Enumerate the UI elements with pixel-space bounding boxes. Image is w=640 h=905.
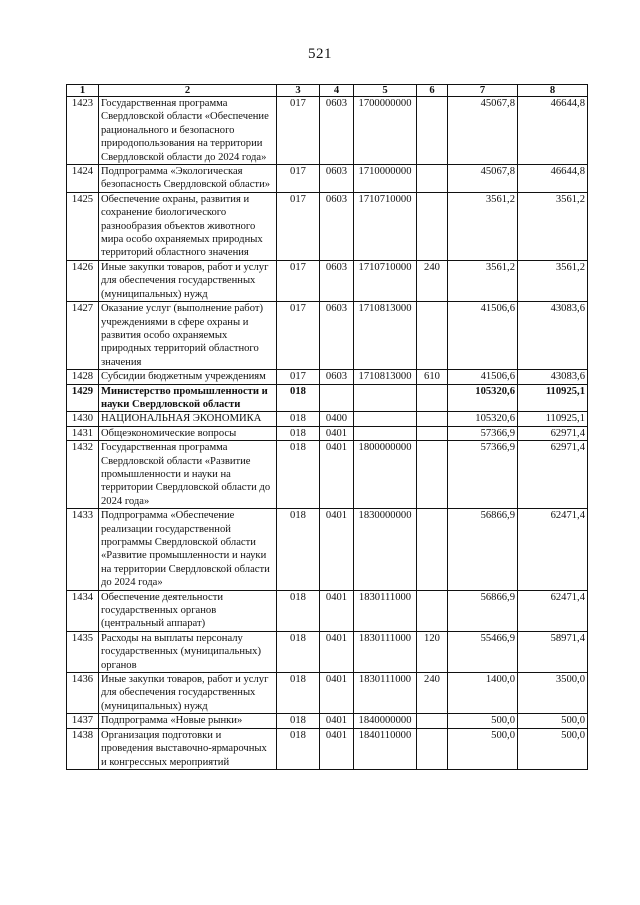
target-article-cell: 1710710000: [354, 260, 417, 301]
target-article-cell: [354, 426, 417, 440]
item-name-cell: Обеспечение деятельности государственных органов (центральный аппарат): [99, 590, 277, 631]
amount-year2-cell: 62471,4: [518, 590, 588, 631]
column-header: 1: [67, 85, 99, 97]
expense-type-cell: 240: [417, 260, 448, 301]
ministry-code-cell: 017: [277, 370, 320, 384]
amount-year1-cell: 3561,2: [448, 192, 518, 260]
target-article-cell: 1710813000: [354, 302, 417, 370]
section-code-cell: 0400: [320, 412, 354, 426]
amount-year1-cell: 55466,9: [448, 631, 518, 672]
item-name-cell: Расходы на выплаты персоналу государственных (муниципальных) органов: [99, 631, 277, 672]
expense-type-cell: [417, 426, 448, 440]
item-name-cell: Иные закупки товаров, работ и услуг для обеспечения государственных (муниципальных) нужд: [99, 673, 277, 714]
amount-year1-cell: 105320,6: [448, 412, 518, 426]
amount-year1-cell: 45067,8: [448, 165, 518, 193]
amount-year2-cell: 500,0: [518, 728, 588, 769]
ministry-code-cell: 017: [277, 97, 320, 165]
table-row: [67, 441, 588, 509]
item-name-cell: Общеэкономические вопросы: [99, 426, 277, 440]
target-article-cell: 1800000000: [354, 441, 417, 509]
item-name-cell: Подпрограмма «Новые рынки»: [99, 714, 277, 728]
row-number-cell: 1435: [67, 631, 99, 672]
amount-year2-cell: 43083,6: [518, 302, 588, 370]
expense-type-cell: [417, 192, 448, 260]
expense-type-cell: [417, 384, 448, 412]
amount-year1-cell: 57366,9: [448, 441, 518, 509]
row-number-cell: 1434: [67, 590, 99, 631]
ministry-code-cell: 017: [277, 260, 320, 301]
amount-year2-cell: 62971,4: [518, 441, 588, 509]
amount-year1-cell: 56866,9: [448, 509, 518, 590]
expense-type-cell: 240: [417, 673, 448, 714]
amount-year2-cell: 3500,0: [518, 673, 588, 714]
column-header: 5: [354, 85, 417, 97]
item-name-cell: Обеспечение охраны, развития и сохранение биологического разнообразия объектов животного мира особо охраняемых природных территорий областного значения: [99, 192, 277, 260]
amount-year2-cell: 3561,2: [518, 260, 588, 301]
item-name-cell: Иные закупки товаров, работ и услуг для обеспечения государственных (муниципальных) нужд: [99, 260, 277, 301]
table-row: [67, 302, 588, 370]
amount-year1-cell: 500,0: [448, 728, 518, 769]
amount-year1-cell: 500,0: [448, 714, 518, 728]
section-code-cell: 0603: [320, 97, 354, 165]
row-number-cell: 1427: [67, 302, 99, 370]
amount-year2-cell: 110925,1: [518, 412, 588, 426]
target-article-cell: 1830111000: [354, 590, 417, 631]
section-code-cell: 0603: [320, 260, 354, 301]
target-article-cell: 1840000000: [354, 714, 417, 728]
item-name-cell: Государственная программа Свердловской области «Обеспечение рационального и безопасного природопользования на территории Свердловской области до 2024 года»: [99, 97, 277, 165]
ministry-code-cell: 018: [277, 426, 320, 440]
amount-year1-cell: 105320,6: [448, 384, 518, 412]
amount-year2-cell: 46644,8: [518, 165, 588, 193]
row-number-cell: 1425: [67, 192, 99, 260]
column-header: 3: [277, 85, 320, 97]
amount-year2-cell: 110925,1: [518, 384, 588, 412]
ministry-code-cell: 017: [277, 165, 320, 193]
table-row: [67, 426, 588, 440]
amount-year1-cell: 45067,8: [448, 97, 518, 165]
section-code-cell: 0603: [320, 370, 354, 384]
target-article-cell: 1700000000: [354, 97, 417, 165]
expense-type-cell: [417, 97, 448, 165]
row-number-cell: 1432: [67, 441, 99, 509]
section-code-cell: 0401: [320, 714, 354, 728]
target-article-cell: [354, 384, 417, 412]
section-code-cell: 0401: [320, 509, 354, 590]
item-name-cell: Подпрограмма «Экологическая безопасность Свердловской области»: [99, 165, 277, 193]
ministry-code-cell: 018: [277, 673, 320, 714]
table-row: [67, 97, 588, 165]
table-row: [67, 192, 588, 260]
column-header: 6: [417, 85, 448, 97]
section-code-cell: 0603: [320, 165, 354, 193]
expense-type-cell: [417, 165, 448, 193]
expense-type-cell: 610: [417, 370, 448, 384]
table-row: [67, 165, 588, 193]
item-name-cell: Государственная программа Свердловской области «Развитие промышленности и науки на территории Свердловской области до 2024 года»: [99, 441, 277, 509]
target-article-cell: 1830111000: [354, 673, 417, 714]
section-code-cell: 0401: [320, 441, 354, 509]
table-row: [67, 631, 588, 672]
amount-year2-cell: 3561,2: [518, 192, 588, 260]
item-name-cell: Субсидии бюджетным учреждениям: [99, 370, 277, 384]
expense-type-cell: 120: [417, 631, 448, 672]
page-number: 521: [308, 46, 332, 62]
row-number-cell: 1433: [67, 509, 99, 590]
expense-type-cell: [417, 412, 448, 426]
column-header: 7: [448, 85, 518, 97]
row-number-cell: 1437: [67, 714, 99, 728]
target-article-cell: 1710813000: [354, 370, 417, 384]
amount-year1-cell: 3561,2: [448, 260, 518, 301]
amount-year1-cell: 41506,6: [448, 302, 518, 370]
table-header-row: [67, 85, 588, 97]
amount-year2-cell: 46644,8: [518, 97, 588, 165]
section-code-cell: 0401: [320, 631, 354, 672]
ministry-code-cell: 018: [277, 509, 320, 590]
row-number-cell: 1424: [67, 165, 99, 193]
ministry-code-cell: 018: [277, 728, 320, 769]
amount-year2-cell: 62971,4: [518, 426, 588, 440]
expense-type-cell: [417, 728, 448, 769]
item-name-cell: Подпрограмма «Обеспечение реализации государственной программы Свердловской области «Развитие промышленности и науки на территории Свердловской области до 2024 года»: [99, 509, 277, 590]
item-name-cell: Оказание услуг (выполнение работ) учреждениями в сфере охраны и развития особо охраняемых природных территорий областного значения: [99, 302, 277, 370]
target-article-cell: 1830000000: [354, 509, 417, 590]
target-article-cell: 1710000000: [354, 165, 417, 193]
amount-year2-cell: 500,0: [518, 714, 588, 728]
item-name-cell: Министерство промышленности и науки Свердловской области: [99, 384, 277, 412]
table-row: [67, 590, 588, 631]
expense-type-cell: [417, 509, 448, 590]
table-row: [67, 509, 588, 590]
row-number-cell: 1438: [67, 728, 99, 769]
item-name-cell: Организация подготовки и проведения выставочно-ярмарочных и конгрессных мероприятий: [99, 728, 277, 769]
amount-year2-cell: 62471,4: [518, 509, 588, 590]
table-row: [67, 412, 588, 426]
amount-year1-cell: 41506,6: [448, 370, 518, 384]
amount-year1-cell: 57366,9: [448, 426, 518, 440]
ministry-code-cell: 018: [277, 714, 320, 728]
expense-type-cell: [417, 590, 448, 631]
ministry-code-cell: 017: [277, 192, 320, 260]
amount-year1-cell: 1400,0: [448, 673, 518, 714]
amount-year2-cell: 43083,6: [518, 370, 588, 384]
ministry-code-cell: 017: [277, 302, 320, 370]
table-row: [67, 714, 588, 728]
table-row: [67, 260, 588, 301]
row-number-cell: 1429: [67, 384, 99, 412]
section-code-cell: 0401: [320, 673, 354, 714]
row-number-cell: 1426: [67, 260, 99, 301]
row-number-cell: 1436: [67, 673, 99, 714]
ministry-code-cell: 018: [277, 412, 320, 426]
ministry-code-cell: 018: [277, 590, 320, 631]
target-article-cell: 1710710000: [354, 192, 417, 260]
section-code-cell: 0401: [320, 590, 354, 631]
column-header: 8: [518, 85, 588, 97]
table-row: [67, 728, 588, 769]
column-header: 4: [320, 85, 354, 97]
ministry-code-cell: 018: [277, 631, 320, 672]
section-code-cell: 0603: [320, 192, 354, 260]
item-name-cell: НАЦИОНАЛЬНАЯ ЭКОНОМИКА: [99, 412, 277, 426]
expense-type-cell: [417, 302, 448, 370]
table-row: [67, 370, 588, 384]
row-number-cell: 1430: [67, 412, 99, 426]
expense-type-cell: [417, 441, 448, 509]
section-code-cell: [320, 384, 354, 412]
expense-type-cell: [417, 714, 448, 728]
column-header: 2: [99, 85, 277, 97]
table-row: [67, 673, 588, 714]
table-row: [67, 384, 588, 412]
amount-year1-cell: 56866,9: [448, 590, 518, 631]
row-number-cell: 1423: [67, 97, 99, 165]
section-code-cell: 0401: [320, 426, 354, 440]
budget-table: [66, 84, 588, 770]
section-code-cell: 0401: [320, 728, 354, 769]
target-article-cell: [354, 412, 417, 426]
ministry-code-cell: 018: [277, 384, 320, 412]
amount-year2-cell: 58971,4: [518, 631, 588, 672]
ministry-code-cell: 018: [277, 441, 320, 509]
target-article-cell: 1830111000: [354, 631, 417, 672]
section-code-cell: 0603: [320, 302, 354, 370]
row-number-cell: 1428: [67, 370, 99, 384]
row-number-cell: 1431: [67, 426, 99, 440]
target-article-cell: 1840110000: [354, 728, 417, 769]
